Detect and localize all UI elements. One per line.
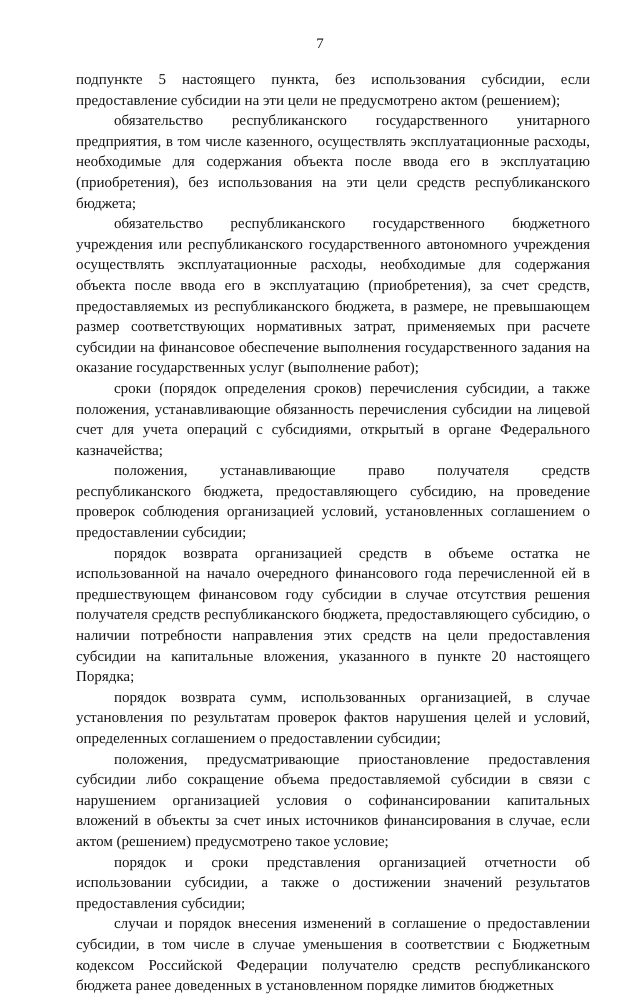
paragraph-violation-return: порядок возврата сумм, использованных организацией, в случае установления по результатам проверок фактов нарушения целей и условий, определенных соглашением о предоставлении субсидии; — [76, 689, 590, 747]
paragraph-reporting: порядок и сроки представления организацией отчетности об использовании субсидии, а также о достижении значений результатов предоставления субсидии; — [76, 854, 590, 912]
paragraph-transfer-terms: сроки (порядок определения сроков) перечисления субсидии, а также положения, устанавливающие обязанность перечисления субсидии на лицевой счет для учета операций с субсидиями, открытый в органе Федерального казначейства; — [76, 380, 590, 459]
paragraph-inspection-rights: положения, устанавливающие право получателя средств республиканского бюджета, предоставляющего субсидию, на проведение проверок соблюдения организацией условий, установленных соглашением о предоставлении субсидии; — [76, 463, 590, 542]
paragraph-amendments: случаи и порядок внесения изменений в соглашение о предоставлении субсидии, в том числе в случае уменьшения в соответствии с Бюджетным кодексом Российской Федерации получателю средств республиканского бюджета ранее доведенных в установленном порядке лимитов бюджетных — [76, 916, 590, 995]
document-body — [76, 70, 590, 997]
paragraph-remainder-return: порядок возврата организацией средств в объеме остатка не использованной на начало очередного финансового года перечисленной ей в предшествующем финансовом году субсидии в случае отсутствия решения получателя средств республиканского бюджета, предоставляющего субсидию, о наличии потребности направления этих средств на цели предоставления субсидии на капитальные вложения, указанного в пункте 20 настоящего Порядка; — [76, 545, 590, 686]
paragraph-unitary-enterprise-obligation: обязательство республиканского государственного унитарного предприятия, в том числе казенного, осуществлять эксплуатационные расходы, необходимые для содержания объекта после ввода его в эксплуатацию (приобретения), без использования на эти цели средств республиканского бюджета; — [76, 113, 590, 212]
paragraph-budget-institution-obligation: обязательство республиканского государственного бюджетного учреждения или республиканского государственного автономного учреждения осуществлять эксплуатационные расходы, необходимые для содержания объекта после ввода его в эксплуатацию (приобретения), за счет средств, предоставляемых из республиканского бюджета, в размере, не превышающем размер соответствующих нормативных затрат, применяемых при расчете субсидии на финансовое обеспечение выполнения государственного задания на оказание государственных услуг (выполнение работ); — [76, 216, 590, 377]
paragraph-suspension: положения, предусматривающие приостановление предоставления субсидии либо сокращение объема предоставляемой субсидии в связи с нарушением организацией условия о софинансировании капитальных вложений в объекты за счет иных источников финансирования в случае, если актом (решением) предусмотрено такое условие; — [76, 751, 590, 850]
page-number: 7 — [316, 36, 324, 52]
paragraph-continuation: подпункте 5 настоящего пункта, без использования субсидии, если предоставление субсидии на эти цели не предусмотрено актом (решением); — [76, 72, 590, 109]
